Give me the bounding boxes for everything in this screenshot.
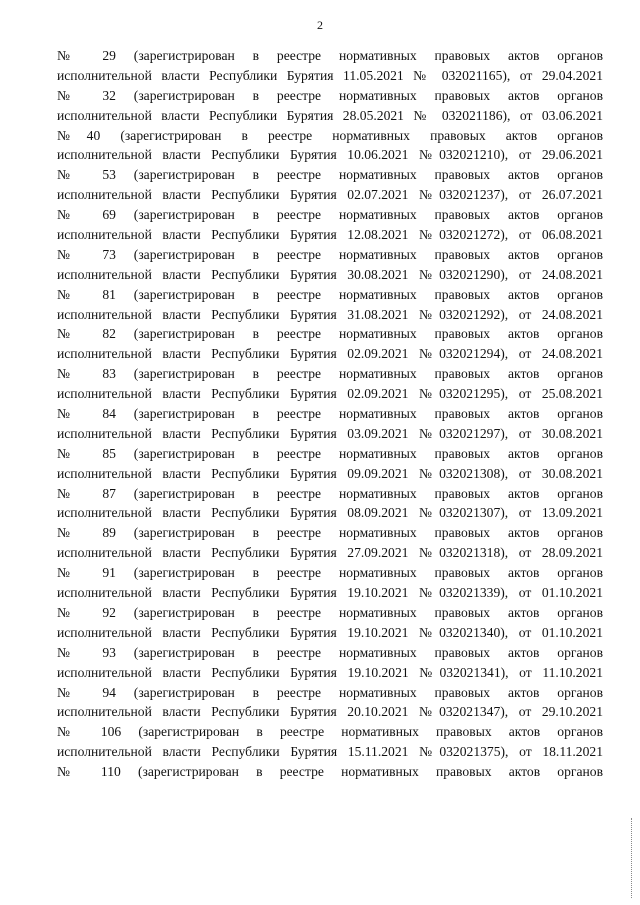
list-item — [57, 205, 603, 245]
list-item — [57, 762, 603, 782]
list-item — [57, 165, 603, 205]
entry-line: № 93 (зарегистрирован в реестре нормативных правовых актов органов — [57, 644, 603, 660]
list-item — [57, 563, 603, 603]
list-item — [57, 364, 603, 404]
list-item — [57, 404, 603, 444]
entry-line: № 106 (зарегистрирован в реестре нормативных правовых актов органов — [57, 724, 603, 740]
list-item — [57, 86, 603, 126]
entry-line: № 92 (зарегистрирован в реестре нормативных правовых актов органов — [57, 604, 603, 620]
list-item — [57, 324, 603, 364]
entry-line: № 32 (зарегистрирован в реестре нормативных правовых актов органов — [57, 87, 603, 103]
scan-edge-marks — [629, 818, 632, 898]
entry-line: № 110 (зарегистрирован в реестре нормативных правовых актов органов — [57, 764, 603, 780]
entry-line: исполнительной власти Республики Бурятия 02.09.2021 №032021294), от 24.08.2021 — [57, 346, 603, 362]
entry-line: № 53 (зарегистрирован в реестре нормативных правовых актов органов — [57, 167, 603, 183]
entry-line: №40 (зарегистрирован в реестре нормативных правовых актов органов — [57, 127, 603, 143]
entry-line: № 29 (зарегистрирован в реестре нормативных правовых актов органов — [57, 48, 603, 63]
entry-line: исполнительной власти Республики Бурятия 15.11.2021 №032021375), от 18.11.2021 — [57, 744, 603, 760]
list-item — [57, 484, 603, 524]
entry-line: исполнительной власти Республики Бурятия 30.08.2021 №032021290), от 24.08.2021 — [57, 266, 603, 282]
list-item — [57, 643, 603, 683]
entry-line: № 82 (зарегистрирован в реестре нормативных правовых актов органов — [57, 326, 603, 342]
entry-line: исполнительной власти Республики Бурятия 02.09.2021 №032021295), от 25.08.2021 — [57, 386, 603, 402]
entry-line: № 91 (зарегистрирован в реестре нормативных правовых актов органов — [57, 565, 603, 581]
list-item — [57, 444, 603, 484]
entry-line: № 69 (зарегистрирован в реестре нормативных правовых актов органов — [57, 207, 603, 223]
page-number: 2 — [317, 18, 323, 32]
entry-line: исполнительной власти Республики Бурятия 27.09.2021 №032021318), от 28.09.2021 — [57, 545, 603, 561]
list-item — [57, 523, 603, 563]
entry-line: исполнительной власти Республики Бурятия 19.10.2021 №032021340), от 01.10.2021 — [57, 624, 603, 640]
entry-line: исполнительной власти Республики Бурятия 20.10.2021 №032021347), от 29.10.2021 — [57, 704, 603, 720]
entry-line: № 84 (зарегистрирован в реестре нормативных правовых актов органов — [57, 406, 603, 422]
entry-line: исполнительной власти Республики Бурятия 11.05.2021 № 032021165), от 29.04.2021 — [57, 67, 603, 83]
list-item — [57, 603, 603, 643]
entry-line: исполнительной власти Республики Бурятия 02.07.2021 №032021237), от 26.07.2021 — [57, 187, 603, 203]
entry-line: исполнительной власти Республики Бурятия 10.06.2021 №032021210), от 29.06.2021 — [57, 147, 603, 163]
entry-line: № 81 (зарегистрирован в реестре нормативных правовых актов органов — [57, 286, 603, 302]
list-item — [57, 245, 603, 285]
entry-line: исполнительной власти Республики Бурятия 08.09.2021 №032021307), от 13.09.2021 — [57, 505, 603, 521]
entry-line: исполнительной власти Республики Бурятия 09.09.2021 №032021308), от 30.08.2021 — [57, 465, 603, 481]
entry-list — [57, 46, 603, 782]
list-item — [57, 683, 603, 723]
entry-line: исполнительной власти Республики Бурятия 28.05.2021 № 032021186), от 03.06.2021 — [57, 107, 603, 123]
entry-line: № 87 (зарегистрирован в реестре нормативных правовых актов органов — [57, 485, 603, 501]
entry-line: № 85 (зарегистрирован в реестре нормативных правовых актов органов — [57, 445, 603, 461]
entry-line: исполнительной власти Республики Бурятия 19.10.2021 №032021341), от 11.10.2021 — [57, 664, 603, 680]
list-item — [57, 285, 603, 325]
list-item — [57, 46, 603, 86]
entry-line: исполнительной власти Республики Бурятия 31.08.2021 №032021292), от 24.08.2021 — [57, 306, 603, 322]
entry-line: № 83 (зарегистрирован в реестре нормативных правовых актов органов — [57, 366, 603, 382]
entry-line: исполнительной власти Республики Бурятия 12.08.2021 №032021272), от 06.08.2021 — [57, 227, 603, 243]
entry-line: исполнительной власти Республики Бурятия 19.10.2021 №032021339), от 01.10.2021 — [57, 585, 603, 601]
list-item — [57, 126, 603, 166]
list-item — [57, 722, 603, 762]
entry-line: № 94 (зарегистрирован в реестре нормативных правовых актов органов — [57, 684, 603, 700]
entry-line: исполнительной власти Республики Бурятия 03.09.2021 №032021297), от 30.08.2021 — [57, 425, 603, 441]
entry-line: № 89 (зарегистрирован в реестре нормативных правовых актов органов — [57, 525, 603, 541]
entry-line: № 73 (зарегистрирован в реестре нормативных правовых актов органов — [57, 246, 603, 262]
